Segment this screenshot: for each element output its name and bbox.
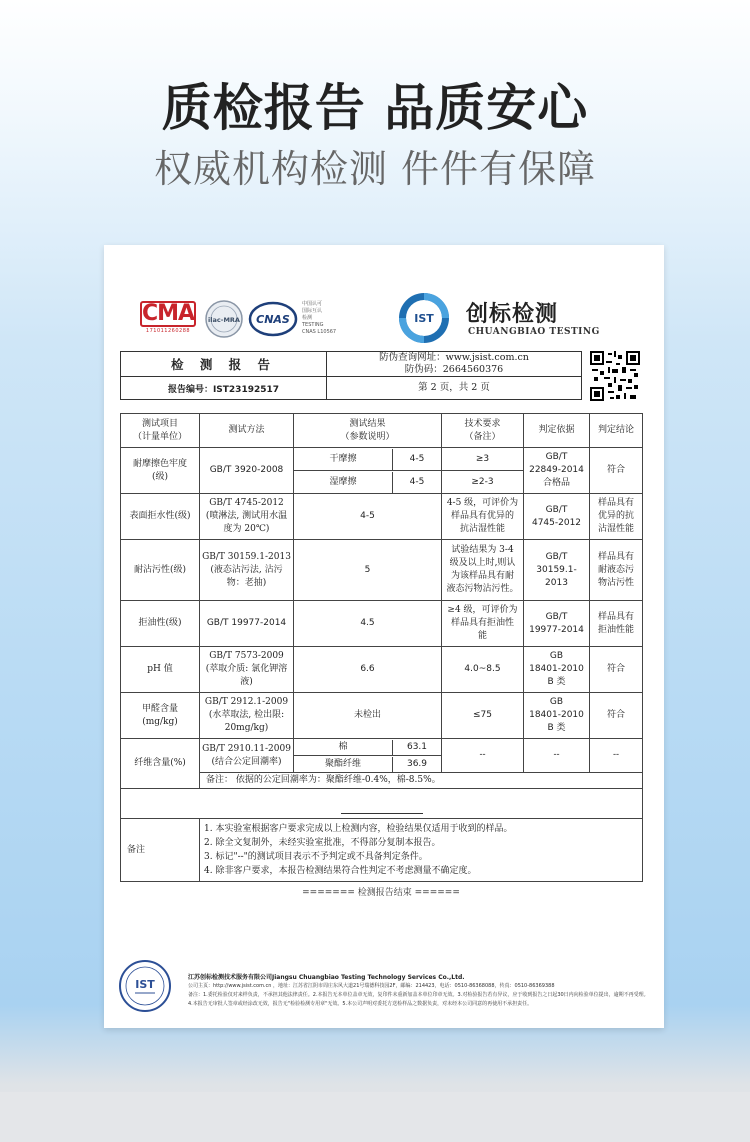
result-label: 湿摩擦 xyxy=(294,472,393,493)
report-footer xyxy=(118,959,654,1019)
column-header: 判定结论 xyxy=(590,414,643,448)
test-method: GB/T 4745-2012 (喷淋法, 测试用水温 度为 20℃) xyxy=(200,494,294,540)
test-method: GB/T 2912.1-2009 (水萃取法, 检出限: 20mg/kg) xyxy=(200,693,294,739)
report-title: 检 测 报 告 xyxy=(121,352,327,377)
requirement: ≤75 xyxy=(442,693,524,739)
test-item: 纤维含量(%) xyxy=(121,739,200,789)
remark-item: 2. 除全文复制外，未经实验室批准，不得部分复制本报告。 xyxy=(204,838,441,848)
result-value: 5 xyxy=(294,540,442,601)
cma-number: 171011260288 xyxy=(145,328,191,334)
requirement: ≥3 xyxy=(442,448,524,471)
header-line: 测试结果 （参数说明） xyxy=(340,418,395,442)
test-item: 耐摩擦色牢度 (级) xyxy=(121,448,200,494)
footer-contact: 公司主页：http://www.jsist.com.cn ，地址：江苏省江阴市周庄东风大道21号瑞德科技园2F，邮编：214423，电话：0510-86368088，传真：0510-86369388 xyxy=(188,983,555,989)
result-label: 聚酯纤维 xyxy=(294,757,393,772)
ilac-mra-logo xyxy=(204,299,244,339)
fiber-note: 备注： 依据的公定回潮率为：聚酯纤维-0.4%，棉-8.5%。 xyxy=(200,773,643,789)
judgment-basis: -- xyxy=(524,739,590,773)
test-item: 耐沾污性(级) xyxy=(121,540,200,601)
result-cell xyxy=(294,471,442,494)
verification-website: 防伪查询网址：www.jsist.com.cn xyxy=(379,352,529,363)
brand-name-en: CHUANGBIAO TESTING xyxy=(468,327,600,337)
ist-text: IST xyxy=(414,312,434,325)
remark-item: 1. 本实验室根据客户要求完成以上检测内容，检验结果仅适用于收到的样品。 xyxy=(204,824,513,834)
requirement: ≥2-3 xyxy=(442,471,524,494)
footer-text xyxy=(188,973,654,1009)
report-end-mark: ======= 检测报告结束 ====== xyxy=(302,888,460,898)
divider xyxy=(341,813,423,814)
cma-mark: CMA xyxy=(142,301,195,326)
cnas-caption-line: 中国认可 xyxy=(302,301,323,307)
ist-logo xyxy=(397,291,451,345)
bottom-band xyxy=(0,1092,750,1142)
cnas-text: CNAS xyxy=(256,313,290,326)
result-cell xyxy=(294,448,442,471)
result-value: 4.5 xyxy=(294,601,442,647)
ilac-text: ilac-MRA xyxy=(208,316,240,324)
result-value: 36.9 xyxy=(406,758,428,769)
cnas-logo xyxy=(248,300,298,338)
column-header xyxy=(442,414,524,448)
test-method: GB/T 3920-2008 xyxy=(200,448,294,494)
result-value: 未检出 xyxy=(294,693,442,739)
cnas-caption-line: 国际互认 xyxy=(302,308,323,314)
qr-code xyxy=(590,351,640,401)
judgment-basis: GB/T 22849-2014 合格品 xyxy=(524,448,590,494)
result-value: 4-5 xyxy=(294,494,442,540)
page-subtitle: 权威机构检测 件件有保障 xyxy=(153,147,597,191)
verification-info xyxy=(327,352,582,377)
requirement: 试验结果为 3-4 级及以上时,则认 为该样品具有耐 液态污物沾污性。 xyxy=(442,540,524,601)
column-header: 测试方法 xyxy=(200,414,294,448)
requirement: 4.0~8.5 xyxy=(442,647,524,693)
result-value: 4-5 xyxy=(409,453,425,464)
requirement: -- xyxy=(442,739,524,773)
table-row xyxy=(121,601,643,647)
separator-cell xyxy=(121,789,643,819)
column-header xyxy=(121,414,200,448)
verification-code: 防伪码：2664560376 xyxy=(404,364,504,375)
footer-note: 4.本报告无审批人签章或经涂改无效，报告无"检验检测专用章"无效。5.本公司声明对委托方送检样品之数据负责，对未经本公司同意的再使用不承担责任。 xyxy=(188,1001,533,1007)
logo-bar xyxy=(140,297,630,341)
requirement: ≥4 级，可评价为 样品具有拒油性 能 xyxy=(442,601,524,647)
cma-logo xyxy=(140,301,196,339)
conclusion: 符合 xyxy=(590,647,643,693)
judgment-basis: GB/T 30159.1-2013 xyxy=(524,540,590,601)
test-method: GB/T 30159.1-2013 (液态沾污法, 沾污 物：老抽) xyxy=(200,540,294,601)
column-header xyxy=(294,414,442,448)
table-row xyxy=(121,819,643,882)
judgment-basis: GB 18401-2010 B 类 xyxy=(524,693,590,739)
report-number: 报告编号：IST23192517 xyxy=(121,377,327,400)
test-method: GB/T 7573-2009 (萃取介质: 氯化钾溶 液) xyxy=(200,647,294,693)
conclusion: 样品具有 优异的抗 沾湿性能 xyxy=(590,494,643,540)
test-method: GB/T 19977-2014 xyxy=(200,601,294,647)
conclusion: 样品具有 拒油性能 xyxy=(590,601,643,647)
conclusion: -- xyxy=(590,739,643,773)
test-item: 表面拒水性(级) xyxy=(121,494,200,540)
table-row xyxy=(121,448,643,471)
judgment-basis: GB 18401-2010 B 类 xyxy=(524,647,590,693)
header-line: 测试项目 （计量单位） xyxy=(132,418,187,442)
page-indicator: 第 2 页，共 2 页 xyxy=(327,377,582,400)
remark-item: 4. 除非客户要求，本报告检测结果符合性判定不考虑测量不确定度。 xyxy=(204,866,477,876)
cnas-caption xyxy=(302,301,362,336)
table-row xyxy=(121,789,643,819)
remark-item: 3. 标记"--"的测试项目表示不予判定或不具备判定条件。 xyxy=(204,852,428,862)
remarks-list xyxy=(200,819,643,882)
report-header-table xyxy=(120,351,582,400)
result-value: 6.6 xyxy=(294,647,442,693)
column-header: 判定依据 xyxy=(524,414,590,448)
test-item: pH 值 xyxy=(121,647,200,693)
footer-note: 备注：1.委托检验仅对来样负责，不承担其他法律责任。2.本报告无本单位盖章无效，复印件未重新加盖本单位印章无效。3.对检验报告若有异议，应于收到报告之日起30日内向检验单位提出，逾期不再受理。 xyxy=(188,992,649,998)
test-results-table xyxy=(120,413,643,882)
result-value: 4-5 xyxy=(409,476,425,487)
result-label: 干摩擦 xyxy=(294,449,393,470)
test-method: GB/T 2910.11-2009 (结合公定回潮率) xyxy=(200,739,294,773)
conclusion: 符合 xyxy=(590,448,643,494)
table-row xyxy=(121,494,643,540)
conclusion: 符合 xyxy=(590,693,643,739)
table-row xyxy=(121,773,643,789)
conclusion: 样品具有 耐液态污 物沾污性 xyxy=(590,540,643,601)
table-row xyxy=(121,693,643,739)
judgment-basis: GB/T 19977-2014 xyxy=(524,601,590,647)
test-item: 拒油性(级) xyxy=(121,601,200,647)
cnas-caption-line: CNAS L10567 xyxy=(302,329,337,335)
table-header-row xyxy=(121,414,643,448)
table-row xyxy=(121,739,643,756)
requirement: 4-5 级，可评价为 样品具有优异的 抗沾湿性能 xyxy=(442,494,524,540)
judgment-basis: GB/T 4745-2012 xyxy=(524,494,590,540)
remarks-label: 备注 xyxy=(121,819,200,882)
header-line: 技术要求 （备注） xyxy=(464,418,501,442)
cnas-caption-line: 检测 xyxy=(302,315,313,321)
table-row xyxy=(121,540,643,601)
footer-company: 江苏创标检测技术服务有限公司Jiangsu Chuangbiao Testing Technology Services Co.,Ltd. xyxy=(188,974,465,981)
cnas-caption-line: TESTING xyxy=(302,322,324,328)
result-value: 63.1 xyxy=(406,741,428,752)
result-cell xyxy=(294,756,442,773)
page-title: 质检报告 品质安心 xyxy=(161,79,589,137)
test-item: 甲醛含量 (mg/kg) xyxy=(121,693,200,739)
result-cell xyxy=(294,739,442,756)
report-document xyxy=(104,245,664,1028)
table-row xyxy=(121,647,643,693)
ist-seal-text: IST xyxy=(135,978,155,991)
brand-name: 创标检测 xyxy=(466,302,559,327)
ist-seal-logo xyxy=(118,959,172,1013)
result-label: 棉 xyxy=(294,740,393,755)
